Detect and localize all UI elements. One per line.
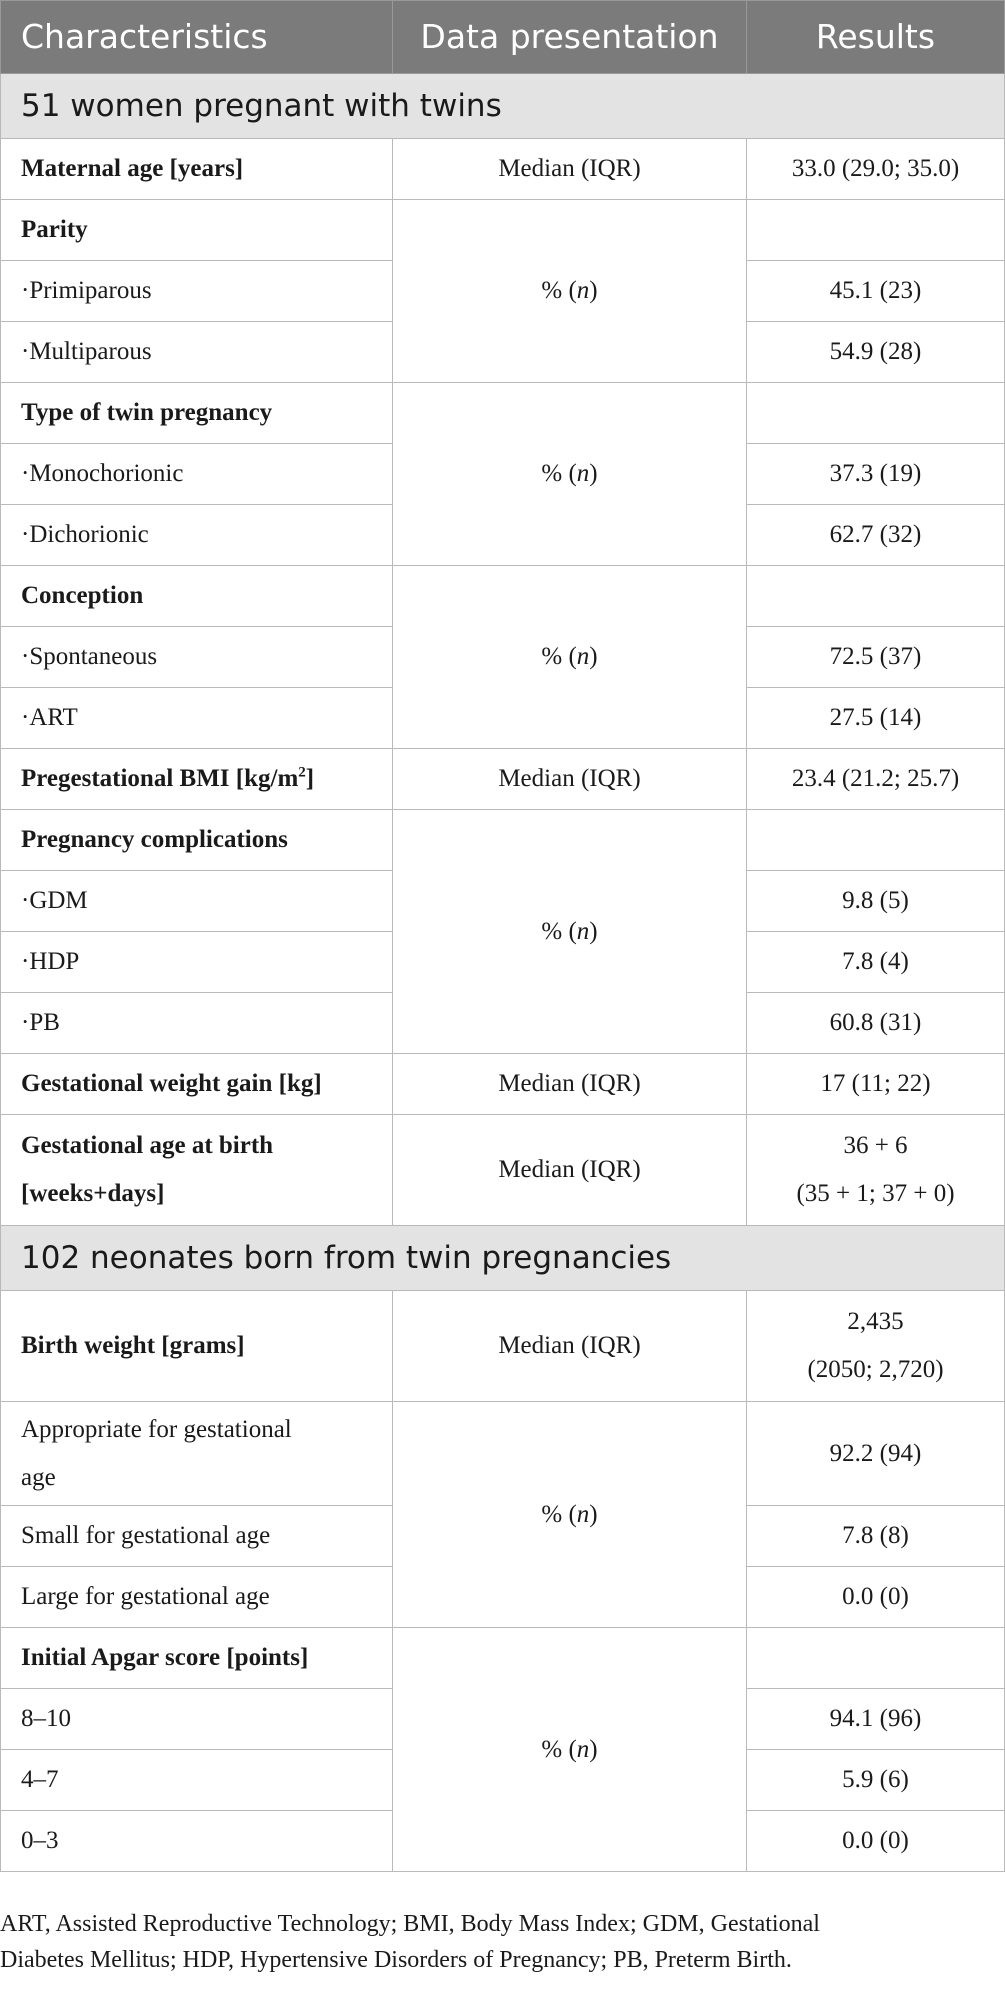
row-label-apgar-8-10: 8–10 bbox=[1, 1689, 393, 1750]
result-aga: 92.2 (94) bbox=[747, 1402, 1005, 1506]
result-empty bbox=[747, 200, 1005, 261]
table-row bbox=[1, 1291, 1005, 1402]
result-gdm: 9.8 (5) bbox=[747, 871, 1005, 932]
result-apgar-4-7: 5.9 (6) bbox=[747, 1750, 1005, 1811]
row-label-sga: Small for gestational age bbox=[1, 1506, 393, 1567]
table-footnote bbox=[0, 1906, 980, 1978]
table-row bbox=[1, 1402, 1005, 1506]
row-label-aga: Appropriate for gestational age bbox=[1, 1402, 393, 1506]
section-women bbox=[1, 74, 1005, 139]
result-empty bbox=[747, 566, 1005, 627]
presentation-median: Median (IQR) bbox=[393, 749, 747, 810]
result-pb: 60.8 (31) bbox=[747, 993, 1005, 1054]
row-label-hdp: ·HDP bbox=[1, 932, 393, 993]
presentation-percent: % (n) bbox=[393, 810, 747, 1054]
table-row bbox=[1, 566, 1005, 627]
row-label-maternal-age: Maternal age [years] bbox=[1, 139, 393, 200]
row-label-twin-type: Type of twin pregnancy bbox=[1, 383, 393, 444]
table-row bbox=[1, 383, 1005, 444]
table-row bbox=[1, 1628, 1005, 1689]
result-primiparous: 45.1 (23) bbox=[747, 261, 1005, 322]
presentation-percent: % (n) bbox=[393, 200, 747, 383]
presentation-percent: % (n) bbox=[393, 1402, 747, 1628]
row-label-pb: ·PB bbox=[1, 993, 393, 1054]
header-results: Results bbox=[747, 1, 1005, 74]
table-row bbox=[1, 749, 1005, 810]
section-neonates bbox=[1, 1226, 1005, 1291]
row-label-conception: Conception bbox=[1, 566, 393, 627]
footnote-line-2: Diabetes Mellitus; HDP, Hypertensive Disorders of Pregnancy; PB, Preterm Birth. bbox=[0, 1947, 792, 1973]
row-label-ga-birth: Gestational age at birth [weeks+days] bbox=[1, 1115, 393, 1226]
table-header-row bbox=[1, 1, 1005, 74]
table-row bbox=[1, 200, 1005, 261]
presentation-percent: % (n) bbox=[393, 566, 747, 749]
presentation-percent: % (n) bbox=[393, 383, 747, 566]
result-apgar-0-3: 0.0 (0) bbox=[747, 1811, 1005, 1872]
result-birth-weight: 2,435 (2050; 2,720) bbox=[747, 1291, 1005, 1402]
presentation-percent: % (n) bbox=[393, 1628, 747, 1872]
result-weight-gain: 17 (11; 22) bbox=[747, 1054, 1005, 1115]
row-label-spontaneous: ·Spontaneous bbox=[1, 627, 393, 688]
footnote-line-1: ART, Assisted Reproductive Technology; BMI, Body Mass Index; GDM, Gestational bbox=[0, 1911, 820, 1937]
result-apgar-8-10: 94.1 (96) bbox=[747, 1689, 1005, 1750]
presentation-median: Median (IQR) bbox=[393, 1291, 747, 1402]
result-lga: 0.0 (0) bbox=[747, 1567, 1005, 1628]
result-maternal-age: 33.0 (29.0; 35.0) bbox=[747, 139, 1005, 200]
presentation-median: Median (IQR) bbox=[393, 139, 747, 200]
row-label-birth-weight: Birth weight [grams] bbox=[1, 1291, 393, 1402]
section-neonates-title: 102 neonates born from twin pregnancies bbox=[1, 1226, 1005, 1291]
presentation-median: Median (IQR) bbox=[393, 1115, 747, 1226]
result-spontaneous: 72.5 (37) bbox=[747, 627, 1005, 688]
row-label-bmi: Pregestational BMI $[kg/m^2]$ bbox=[1, 749, 393, 810]
table-row bbox=[1, 139, 1005, 200]
row-label-primiparous: ·Primiparous bbox=[1, 261, 393, 322]
result-art: 27.5 (14) bbox=[747, 688, 1005, 749]
presentation-median: Median (IQR) bbox=[393, 1054, 747, 1115]
row-label-complications: Pregnancy complications bbox=[1, 810, 393, 871]
result-empty bbox=[747, 1628, 1005, 1689]
result-multiparous: 54.9 (28) bbox=[747, 322, 1005, 383]
result-empty bbox=[747, 810, 1005, 871]
result-hdp: 7.8 (4) bbox=[747, 932, 1005, 993]
section-women-title: 51 women pregnant with twins bbox=[1, 74, 1005, 139]
result-bmi: 23.4 (21.2; 25.7) bbox=[747, 749, 1005, 810]
result-empty bbox=[747, 383, 1005, 444]
row-label-art: ·ART bbox=[1, 688, 393, 749]
result-dichorionic: 62.7 (32) bbox=[747, 505, 1005, 566]
result-sga: 7.8 (8) bbox=[747, 1506, 1005, 1567]
header-characteristics: Characteristics bbox=[1, 1, 393, 74]
table-row bbox=[1, 810, 1005, 871]
row-label-apgar: Initial Apgar score [points] bbox=[1, 1628, 393, 1689]
row-label-dichorionic: ·Dichorionic bbox=[1, 505, 393, 566]
row-label-apgar-4-7: 4–7 bbox=[1, 1750, 393, 1811]
row-label-multiparous: ·Multiparous bbox=[1, 322, 393, 383]
row-label-parity: Parity bbox=[1, 200, 393, 261]
row-label-weight-gain: Gestational weight gain [kg] bbox=[1, 1054, 393, 1115]
row-label-monochorionic: ·Monochorionic bbox=[1, 444, 393, 505]
header-data-presentation: Data presentation bbox=[393, 1, 747, 74]
table-row bbox=[1, 1115, 1005, 1226]
table-row bbox=[1, 1054, 1005, 1115]
row-label-gdm: ·GDM bbox=[1, 871, 393, 932]
row-label-apgar-0-3: 0–3 bbox=[1, 1811, 393, 1872]
result-ga-birth: 36 + 6 (35 + 1; 37 + 0) bbox=[747, 1115, 1005, 1226]
row-label-lga: Large for gestational age bbox=[1, 1567, 393, 1628]
result-monochorionic: 37.3 (19) bbox=[747, 444, 1005, 505]
